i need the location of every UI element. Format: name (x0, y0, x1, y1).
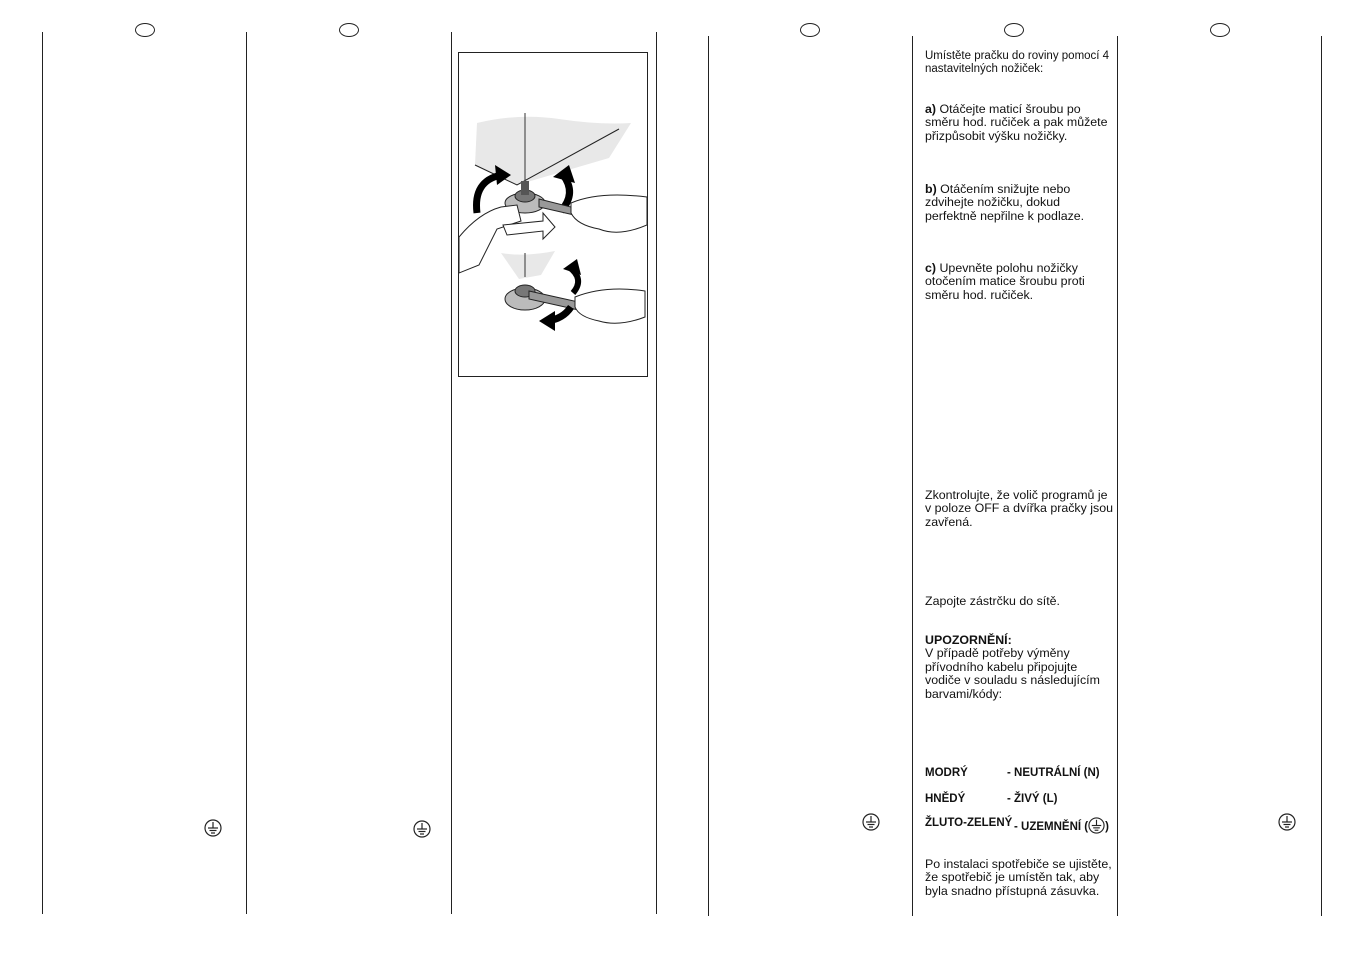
warning-block (925, 634, 1113, 701)
step-a-text: Otáčejte maticí šroubu po směru hod. ručiček a pak můžete přizpůsobit výšku nožičky. (925, 102, 1108, 143)
step-b-letter: b) (925, 182, 937, 196)
ground-symbol-icon (862, 813, 880, 831)
step-a (925, 103, 1113, 143)
plug-text: Zapojte zástrčku do sítě. (925, 594, 1060, 608)
language-oval-icon (339, 23, 359, 37)
wire-code-earth-close: ) (1105, 821, 1109, 833)
step-c (925, 262, 1113, 302)
language-oval-icon (135, 23, 155, 37)
final-note: Po instalaci spotřebiče se ujistěte, že spotřebič je umístěn tak, aby byla snadno přístupná zásuvka. (925, 857, 1112, 898)
wire-code-earth-label: - UZEMNĚNÍ ( (1014, 821, 1089, 833)
levelling-feet-drawing (459, 53, 647, 376)
wire-code-live: - ŽIVÝ (L) (1007, 793, 1058, 805)
ground-symbol-icon (204, 819, 222, 837)
levelling-intro: Umístěte pračku do roviny pomocí 4 nastavitelných nožiček: (925, 50, 1110, 75)
warning-title: UPOZORNĚNÍ: (925, 633, 1012, 647)
column-divider (912, 36, 913, 916)
column-divider (708, 36, 709, 916)
step-c-text: Upevněte polohu nožičky otočením matice šroubu proti směru hod. ručiček. (925, 261, 1085, 302)
ground-symbol-icon (1278, 813, 1296, 831)
language-oval-icon (800, 23, 820, 37)
column-divider (42, 32, 43, 914)
wire-code-neutral: - NEUTRÁLNÍ (N) (1007, 767, 1100, 779)
column-divider (1321, 36, 1322, 916)
step-b-text: Otáčením snižujte nebo zdvihejte nožičku, dokud perfektně nepřilne k podlaze. (925, 182, 1085, 223)
column-divider (246, 32, 247, 914)
wire-code-earth (1014, 817, 1109, 834)
ground-symbol-icon (1088, 817, 1105, 834)
check-text: Zkontrolujte, že volič programů je v poloze OFF a dvířka pračky jsou zavřená. (925, 488, 1113, 529)
wire-color-yellow-green: ŽLUTO-ZELENÝ (925, 817, 1013, 829)
wire-color-blue: MODRÝ (925, 767, 968, 779)
language-oval-icon (1210, 23, 1230, 37)
step-a-letter: a) (925, 102, 937, 116)
step-b (925, 183, 1113, 223)
ground-symbol-icon (413, 820, 431, 838)
step-c-letter: c) (925, 261, 937, 275)
language-oval-icon (1004, 23, 1024, 37)
column-divider (451, 32, 452, 914)
levelling-feet-illustration (458, 52, 648, 377)
wire-color-brown: HNĚDÝ (925, 793, 966, 805)
column-divider (656, 32, 657, 914)
column-divider (1117, 36, 1118, 916)
warning-body: V případě potřeby výměny přívodního kabelu připojujte vodiče v souladu s následujícím barvami/kódy: (925, 646, 1100, 701)
